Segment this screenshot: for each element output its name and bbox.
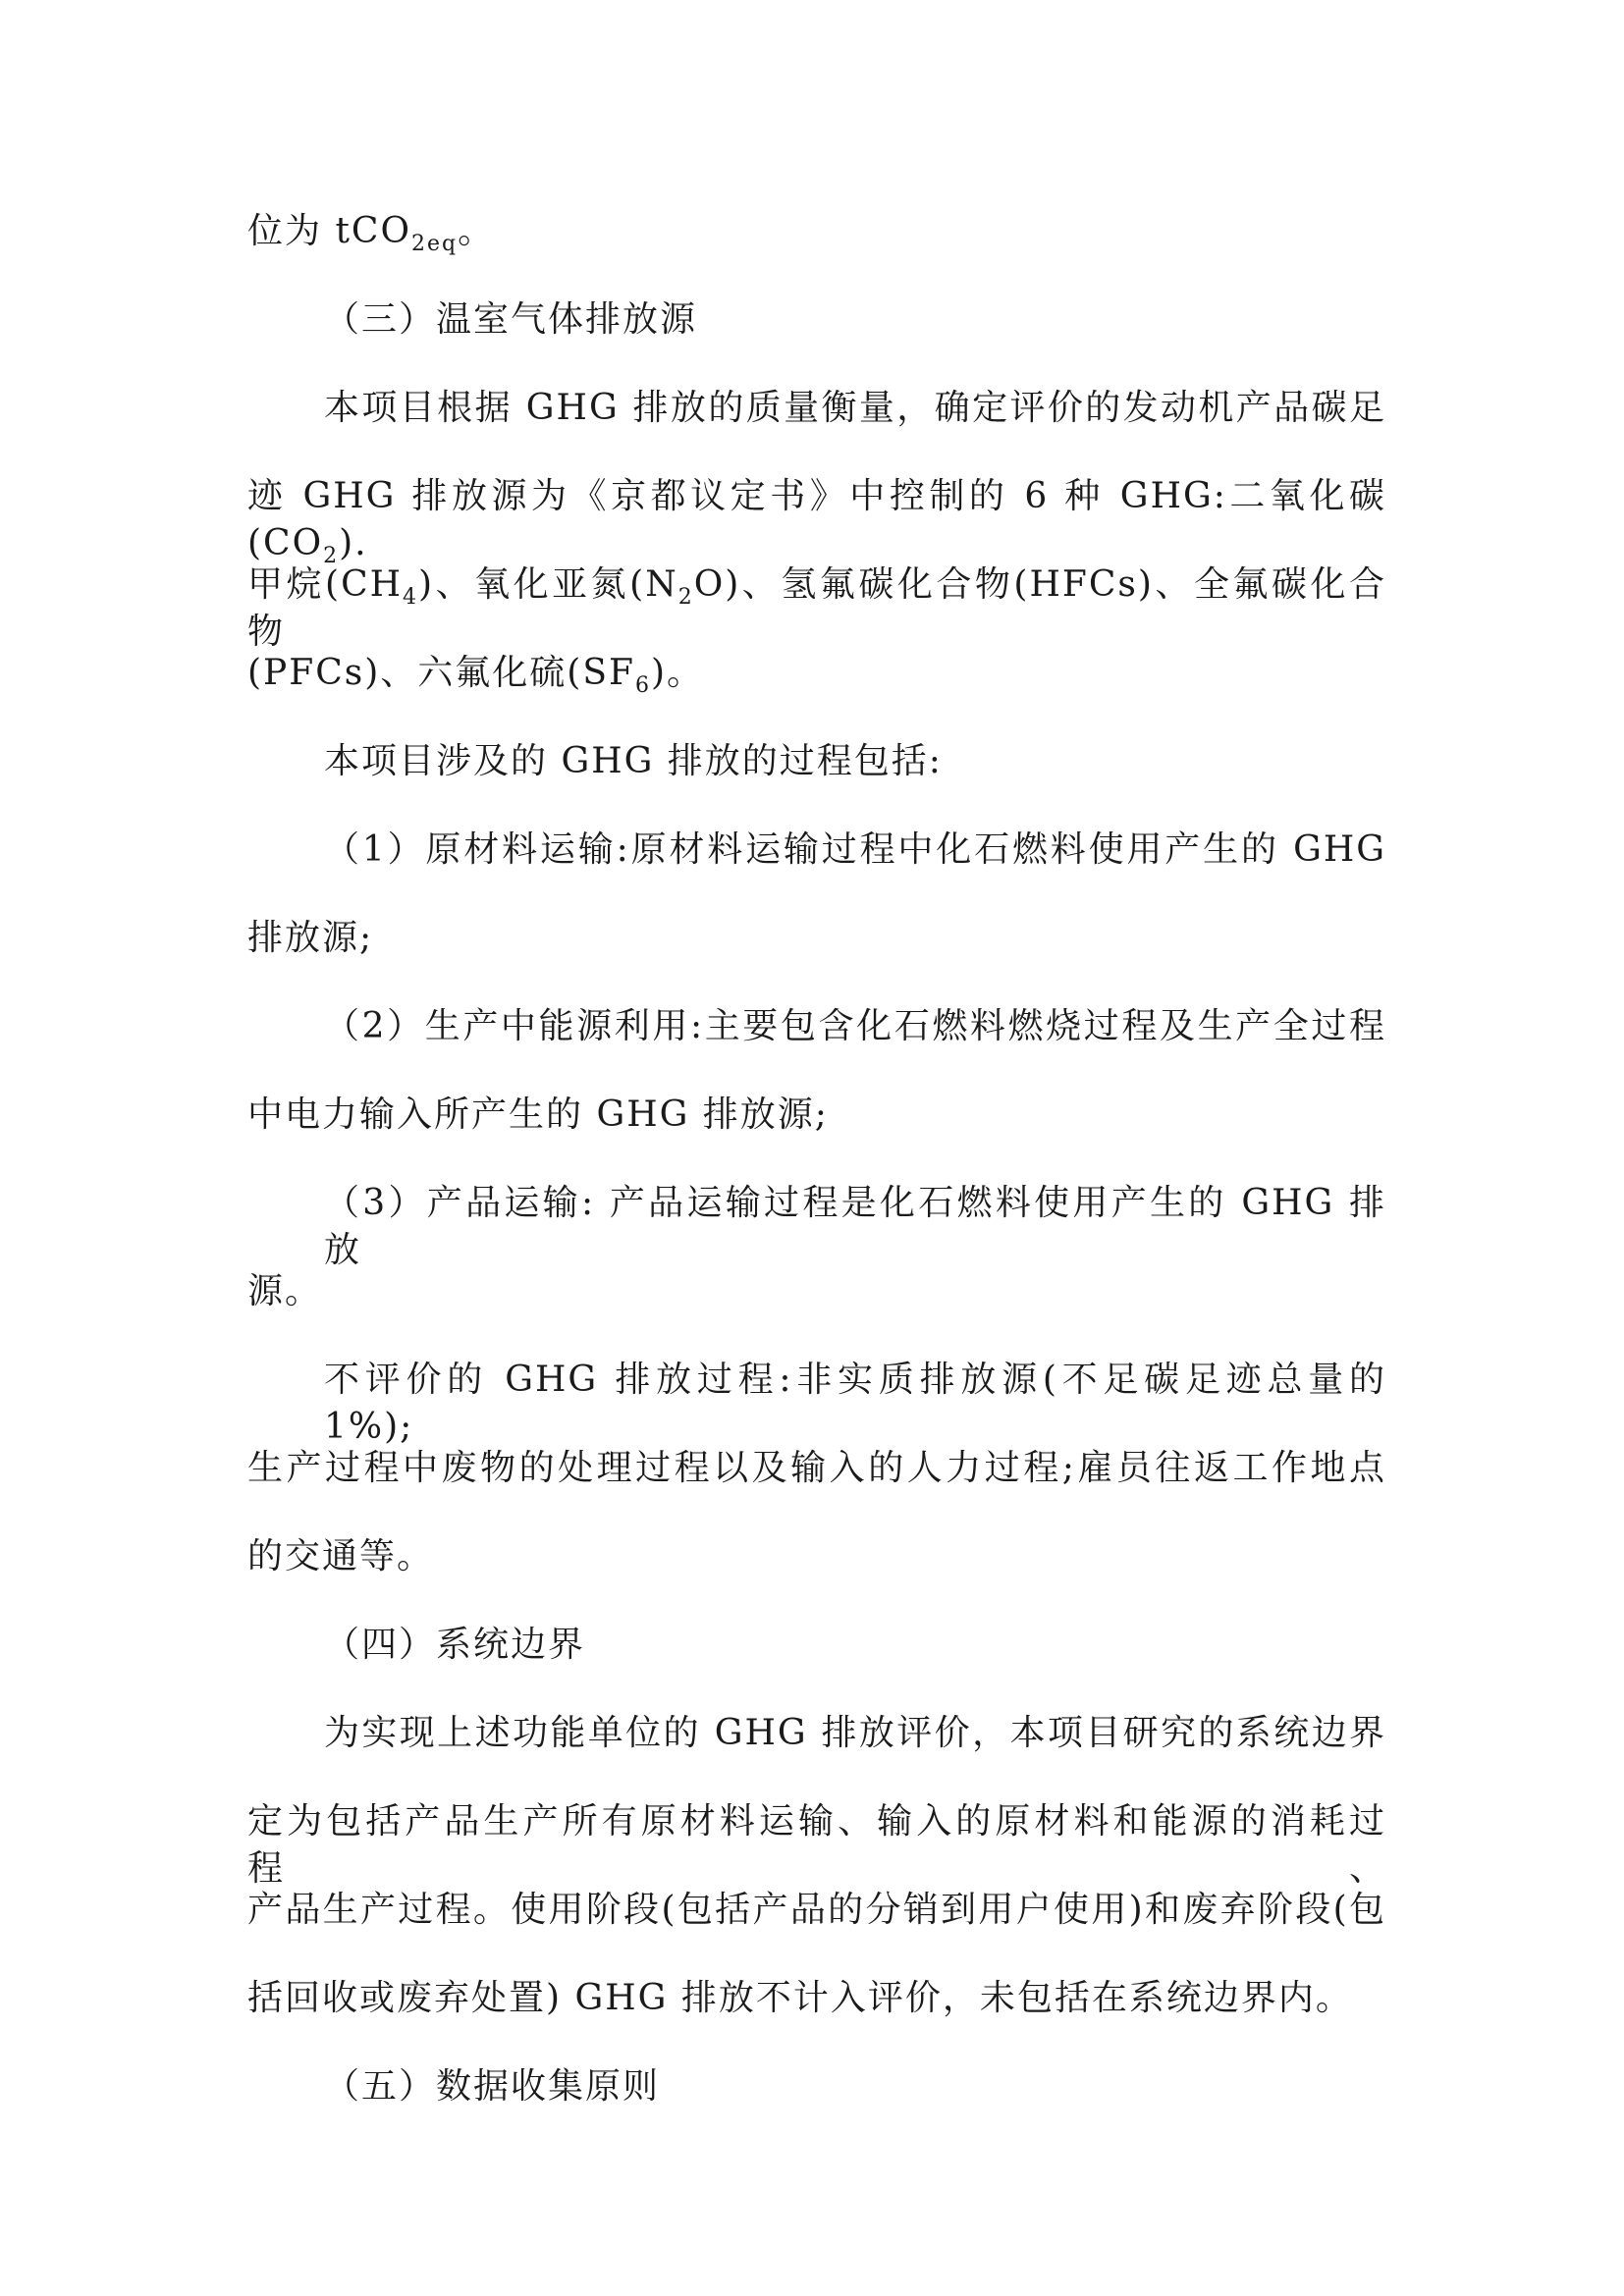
paragraph-line: 为实现上述功能单位的 GHG 排放评价，本项目研究的系统边界	[324, 1713, 1386, 1753]
list-item-1: （1）原材料运输:原材料运输过程中化石燃料使用产生的 GHG	[324, 829, 1386, 870]
paragraph-line: 的交通等。	[247, 1536, 435, 1576]
text-line-unit	[247, 208, 495, 255]
paragraph-line: 本项目根据 GHG 排放的质量衡量，确定评价的发动机产品碳足	[324, 388, 1386, 428]
section-heading-3: （三）温室气体排放源	[324, 299, 698, 340]
list-item-2: （2）生产中能源利用:主要包含化石燃料燃烧过程及生产全过程	[324, 1006, 1386, 1046]
line-text: 迹 GHG 排放源为《京都议定书》中控制的 6 种 GHG:二氧化碳(CO	[247, 476, 1386, 563]
paragraph-line	[247, 561, 1386, 656]
paragraph-line	[247, 650, 704, 697]
line-text-after: O)、氢氟碳化合物(HFCs)、全氟碳化合物	[247, 564, 1387, 652]
list-item-3: （3）产品运输: 产品运输过程是化石燃料使用产生的 GHG 排放	[324, 1183, 1386, 1270]
line-text-after: )。	[651, 653, 705, 693]
subscript: 6	[635, 673, 651, 698]
subscript: 2	[677, 585, 694, 610]
line-text-after: ).	[339, 523, 368, 563]
list-item-3-cont: 源。	[247, 1271, 323, 1311]
paragraph-line: 本项目涉及的 GHG 排放的过程包括:	[324, 741, 943, 781]
subscript: 4	[403, 585, 419, 610]
paragraph-line: 定为包括产品生产所有原材料运输、输入的原材料和能源的消耗过程、	[247, 1801, 1386, 1889]
paragraph-line: 产品生产过程。使用阶段(包括产品的分销到用户使用)和废弃阶段(包	[247, 1890, 1386, 1930]
line-text: 甲烷(CH	[247, 564, 404, 605]
line-text: (PFCs)、六氟化硫(SF	[247, 653, 635, 693]
subscript: 2eq	[410, 232, 459, 256]
paragraph-line	[247, 473, 1386, 567]
subscript: 2	[323, 544, 340, 568]
section-heading-5: （五）数据收集原则	[324, 2066, 661, 2107]
list-item-2-cont: 中电力输入所产生的 GHG 排放源;	[247, 1095, 829, 1135]
list-item-1-cont: 排放源;	[247, 918, 374, 958]
paragraph-line: 生产过程中废物的处理过程以及输入的人力过程;雇员往返工作地点	[247, 1448, 1386, 1488]
paragraph-line: 括回收或废弃处置) GHG 排放不计入评价，未包括在系统边界内。	[247, 1978, 1353, 2018]
line-text: 位为 tCO	[247, 211, 411, 251]
line-text-after: )、氧化亚氮(N	[418, 564, 678, 605]
section-heading-4: （四）系统边界	[324, 1625, 586, 1665]
line-text-after: 。	[458, 211, 496, 251]
paragraph-line: 不评价的 GHG 排放过程:非实质排放源(不足碳足迹总量的 1%);	[324, 1360, 1386, 1447]
